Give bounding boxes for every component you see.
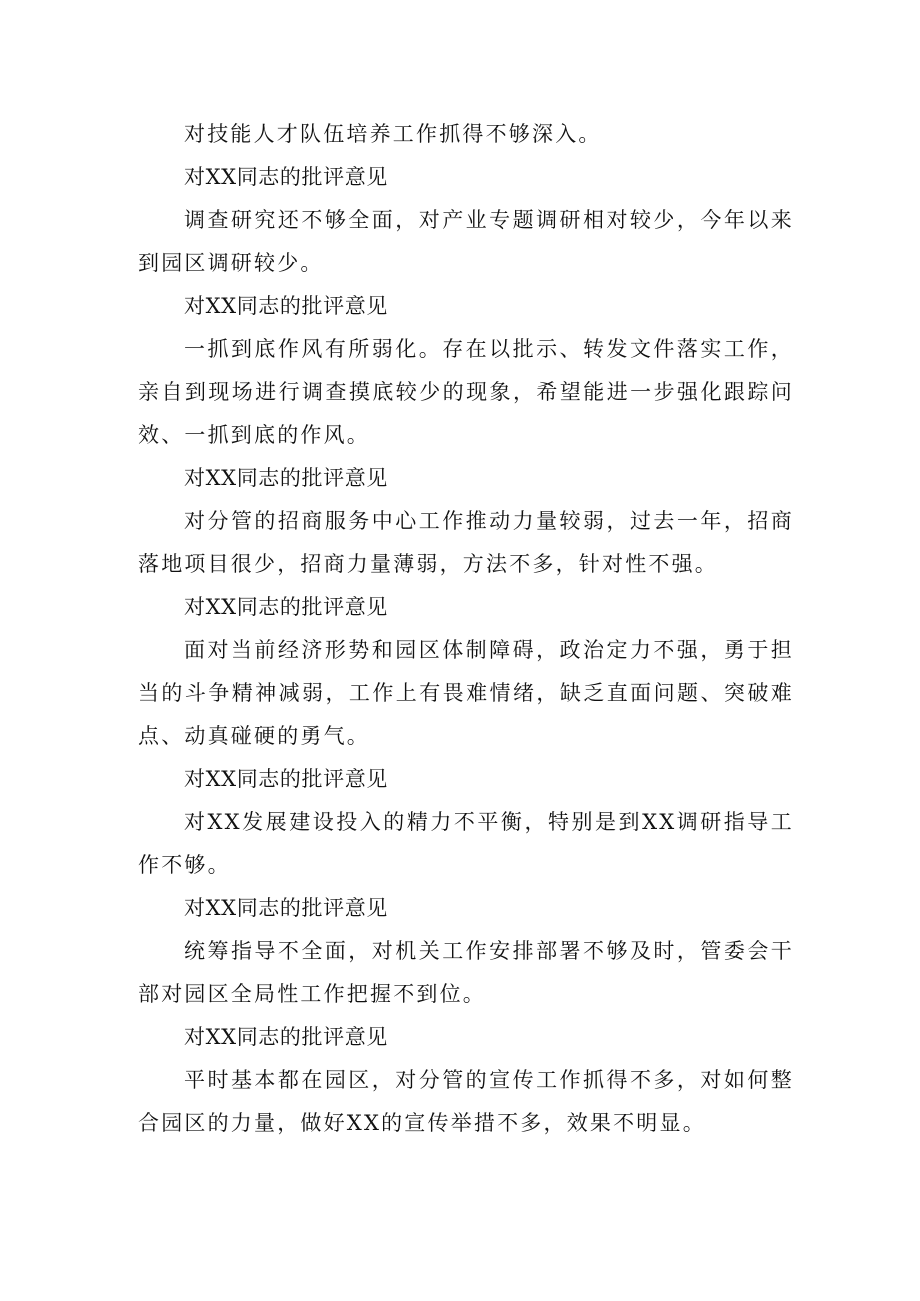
criticism-heading: 对XX同志的批评意见 (184, 896, 388, 920)
criticism-heading: 对XX同志的批评意见 (184, 595, 388, 619)
criticism-heading: 对XX同志的批评意见 (184, 1025, 388, 1049)
criticism-heading: 对XX同志的批评意见 (184, 767, 388, 791)
body-paragraph: 对XX发展建设投入的精力不平衡，特别是到XX调研指导工作不够。 (138, 810, 794, 877)
criticism-heading: 对XX同志的批评意见 (184, 165, 388, 189)
document-body (138, 113, 794, 1145)
body-paragraph: 对分管的招商服务中心工作推动力量较弱，过去一年，招商落地项目很少，招商力量薄弱，方法不多，针对性不强。 (138, 509, 794, 576)
body-paragraph: 平时基本都在园区，对分管的宣传工作抓得不多，对如何整合园区的力量，做好XX的宣传举措不多，效果不明显。 (138, 1068, 794, 1135)
body-paragraph: 一抓到底作风有所弱化。存在以批示、转发文件落实工作，亲自到现场进行调查摸底较少的现象，希望能进一步强化跟踪问效、一抓到底的作风。 (138, 337, 794, 447)
body-paragraph: 面对当前经济形势和园区体制障碍，政治定力不强，勇于担当的斗争精神减弱，工作上有畏难情绪，缺乏直面问题、突破难点、动真碰硬的勇气。 (138, 638, 794, 748)
body-paragraph: 调查研究还不够全面，对产业专题调研相对较少，今年以来到园区调研较少。 (138, 208, 794, 275)
criticism-heading: 对XX同志的批评意见 (184, 466, 388, 490)
criticism-heading: 对XX同志的批评意见 (184, 294, 388, 318)
body-paragraph: 对技能人才队伍培养工作抓得不够深入。 (184, 122, 602, 146)
body-paragraph: 统筹指导不全面，对机关工作安排部署不够及时，管委会干部对园区全局性工作把握不到位。 (138, 939, 794, 1006)
